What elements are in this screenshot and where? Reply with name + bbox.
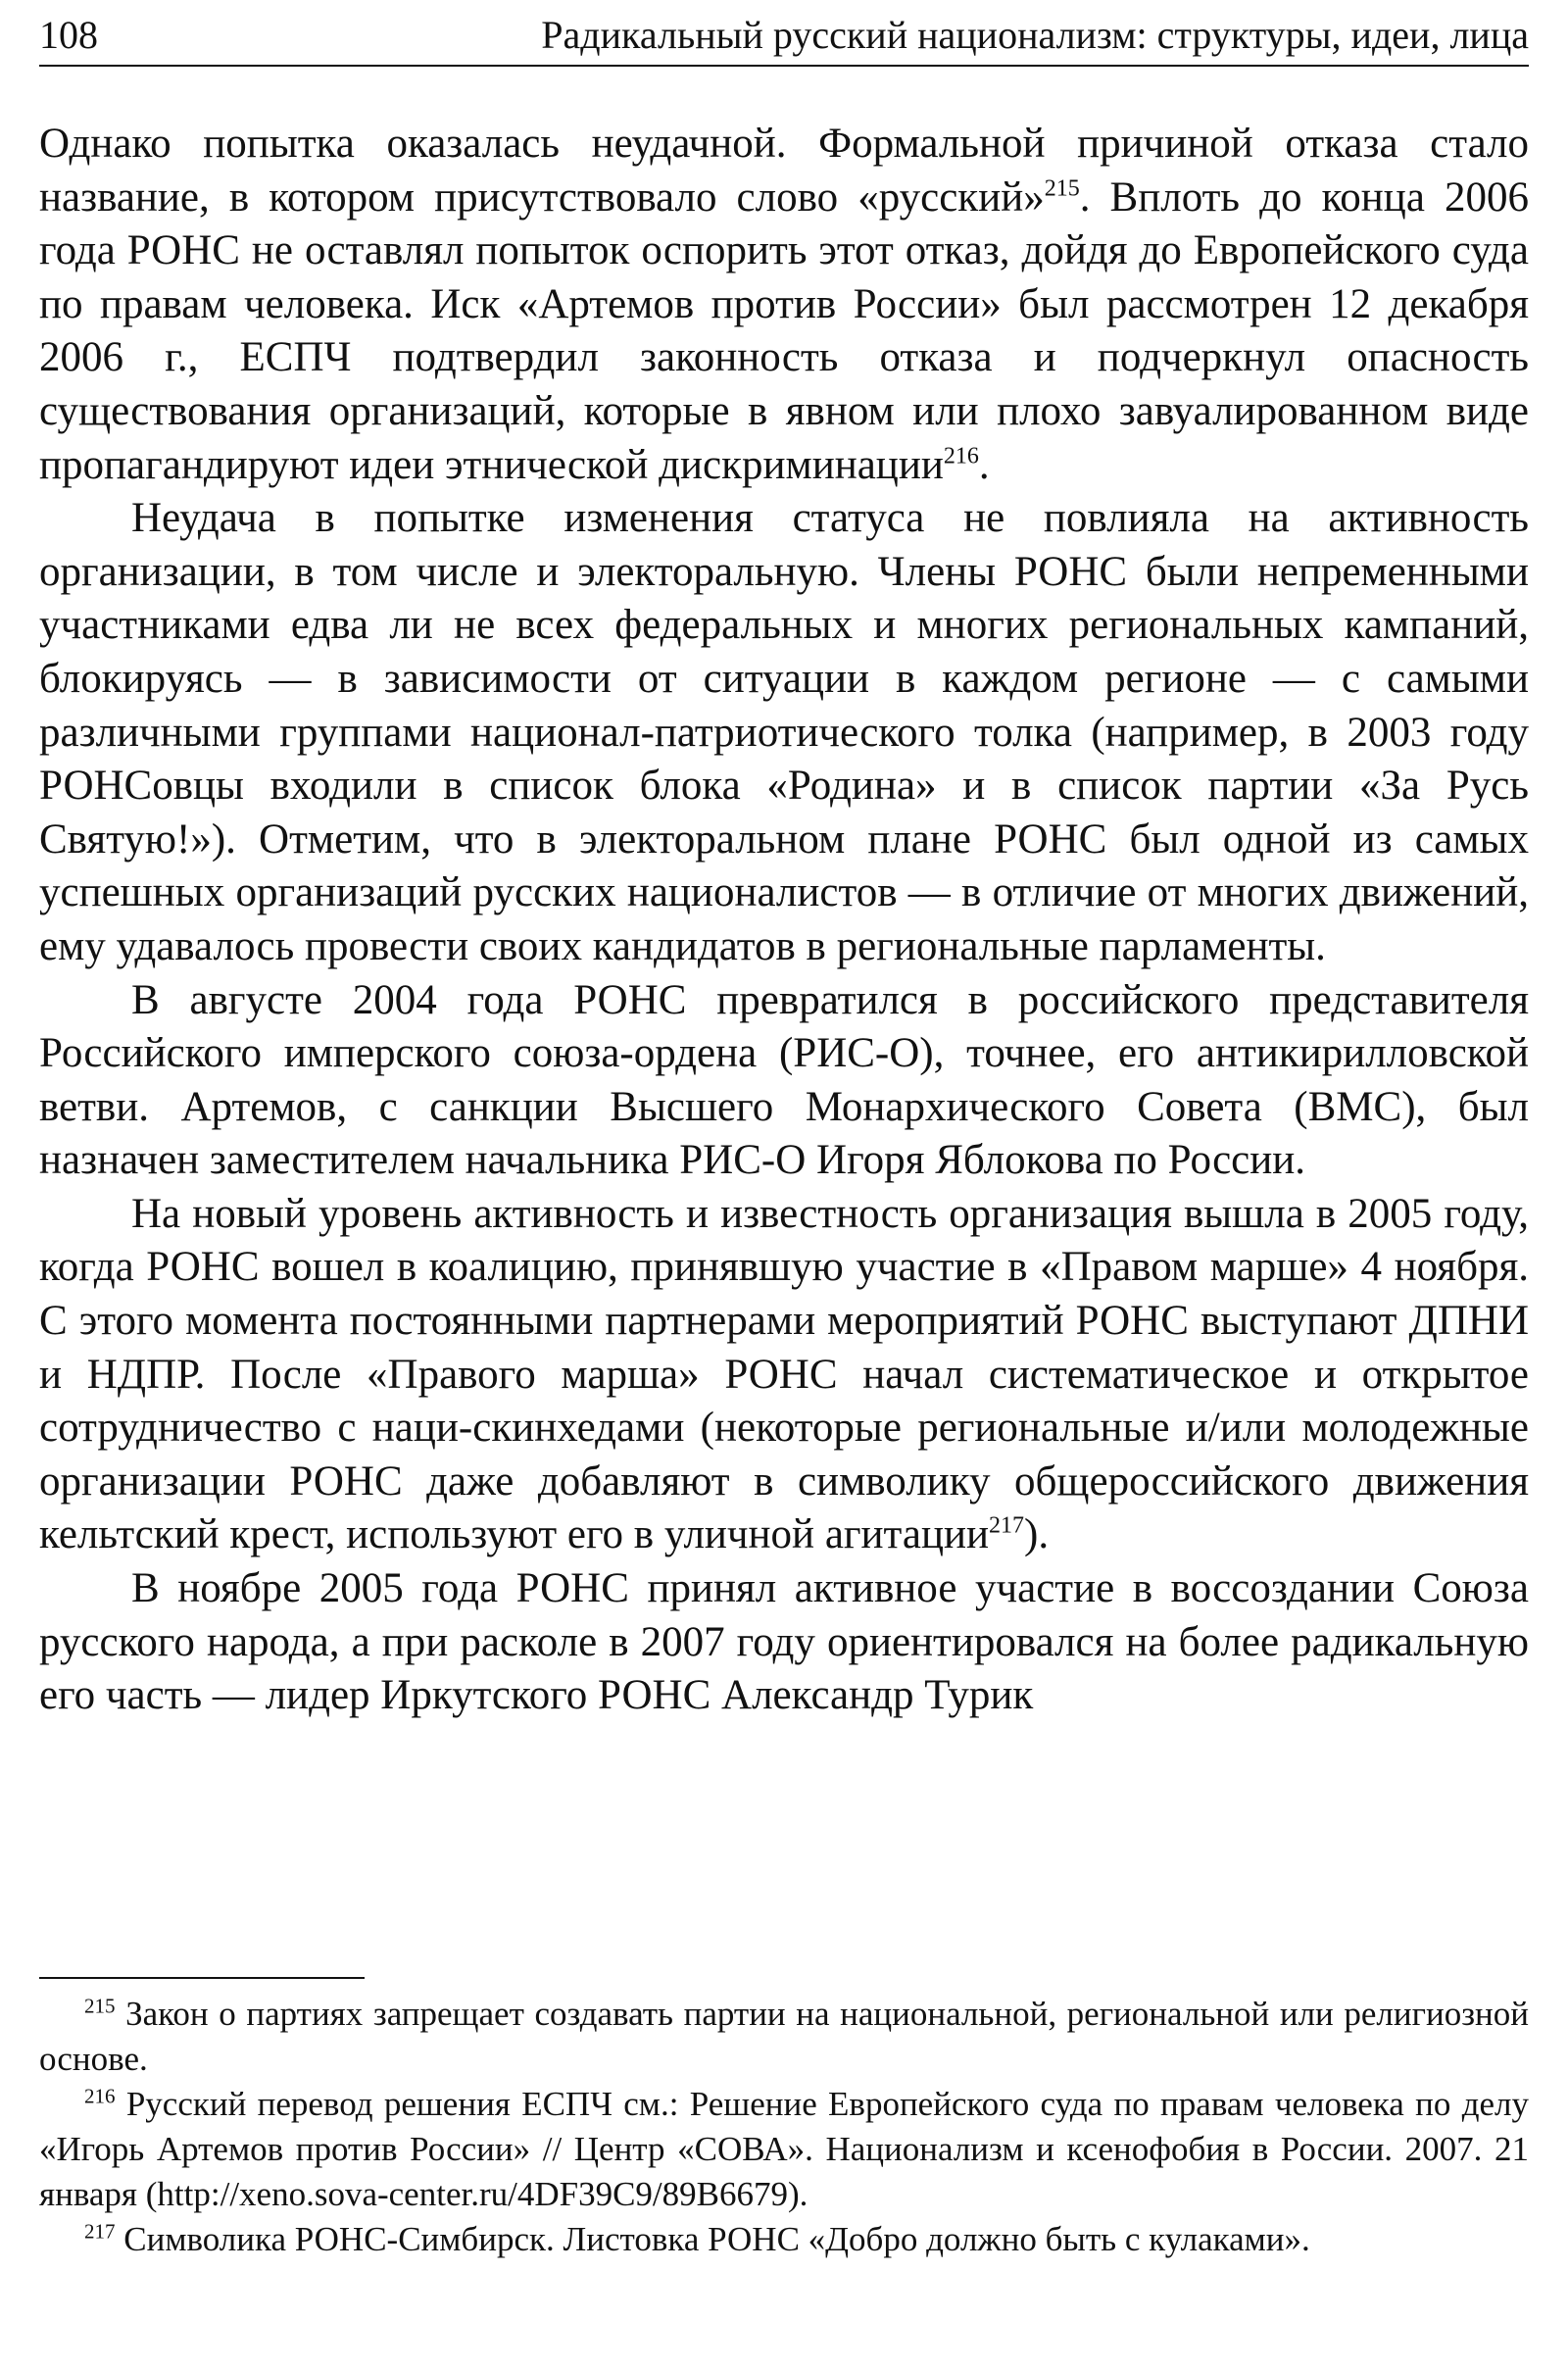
footnote-217 [39, 2217, 1529, 2262]
paragraph-1 [39, 118, 1529, 492]
paragraph-3: В августе 2004 года РОНС превратился в российского представителя Российского имперского союза-ордена (РИС-О), точнее, его антикирилловской ветви. Артемов, с санкции Высшего Монархического Совета (ВМС), был назначен заместителем начальника РИС-О Игоря Яблокова по России. [39, 976, 1529, 1184]
page-number: 108 [39, 13, 98, 57]
footnote-text: Символика РОНС-Симбирск. Листовка РОНС «Добро должно быть с кулаками». [123, 2220, 1310, 2258]
paragraph-2: Неудача в попытке изменения статуса не повлияла на активность организации, в том числе и электоральную. Члены РОНС были непременными участниками едва ли не всех федеральных и многих региональных кампаний, блокируясь — в зависимости от ситуации в каждом регионе — с самыми различными группами национал-патриотического толка (например, в 2003 году РОНСовцы входили в список блока «Родина» и в список партии «За Русь Святую!»). Отметим, что в электоральном плане РОНС был одной из самых успешных организаций русских националистов — в отличие от многих движений, ему удавалось провести своих кандидатов в региональные парламенты. [39, 495, 1529, 969]
footnote-216 [39, 2082, 1529, 2217]
book-page [39, 0, 1529, 2370]
footnote-215 [39, 1992, 1529, 2082]
running-header [39, 10, 1529, 67]
footnote-text: Русский перевод решения ЕСПЧ см.: Решение Европейского суда по правам человека по делу «Игорь Артемов против России» // Центр «СОВА». Национализм и ксенофобия в России. 2007. 21 января (http://xeno.sova-center.ru/4DF39C9/89B6679). [39, 2085, 1530, 2213]
footnote-number: 216 [84, 2084, 116, 2108]
paragraph-text: . Вплоть до конца 2006 года РОНС не оставлял попыток оспорить этот отказ, дойдя до Европейского суда по правам человека. Иск «Артемов против России» был рассмотрен 12 декабря 2006 г., ЕСПЧ подтвердил законность отказа и подчеркнул опасность существования организаций, которые в явном или плохо завуалированном виде пропагандируют идеи этнической дискриминации [39, 173, 1529, 488]
footnote-ref-217: 217 [989, 1513, 1024, 1540]
footnote-ref-215: 215 [1044, 175, 1080, 202]
footnote-number: 217 [84, 2219, 116, 2244]
footnote-text: Закон о партиях запрещает создавать партии на национальной, региональной или религиозной основе. [39, 1995, 1529, 2078]
paragraph-text: . [978, 441, 990, 488]
footnote-divider [39, 1977, 365, 1979]
footnote-ref-216: 216 [943, 443, 979, 469]
paragraph-5: В ноябре 2005 года РОНС принял активное участие в воссоздании Союза русского народа, а при расколе в 2007 году ориентировался на более радикальную его часть — лидер Иркутского РОНС Александр Турик [39, 1565, 1529, 1719]
paragraph-4 [39, 1188, 1529, 1562]
footnote-number: 215 [84, 1994, 116, 2018]
paragraph-text: Однако попытка оказалась неудачной. Формальной причиной отказа стало название, в котором присутствовало слово «русский» [39, 121, 1529, 221]
paragraph-text: ). [1024, 1511, 1050, 1558]
body-text [39, 118, 1529, 1723]
footnotes [39, 1992, 1529, 2262]
running-title: Радикальный русский национализм: структуры, идеи, лица [541, 13, 1529, 57]
paragraph-text: На новый уровень активность и известность организация вышла в 2005 году, когда РОНС вошел в коалицию, принявшую участие в «Правом марше» 4 ноября. С этого момента постоянными партнерами мероприятий РОНС выступают ДПНИ и НДПР. После «Правого марша» РОНС начал систематическое и открытое сотрудничество с наци-скинхедами (некоторые региональные и/или молодежные организации РОНС даже добавляют в символику общероссийского движения кельтский крест, используют его в уличной агитации [39, 1190, 1529, 1558]
